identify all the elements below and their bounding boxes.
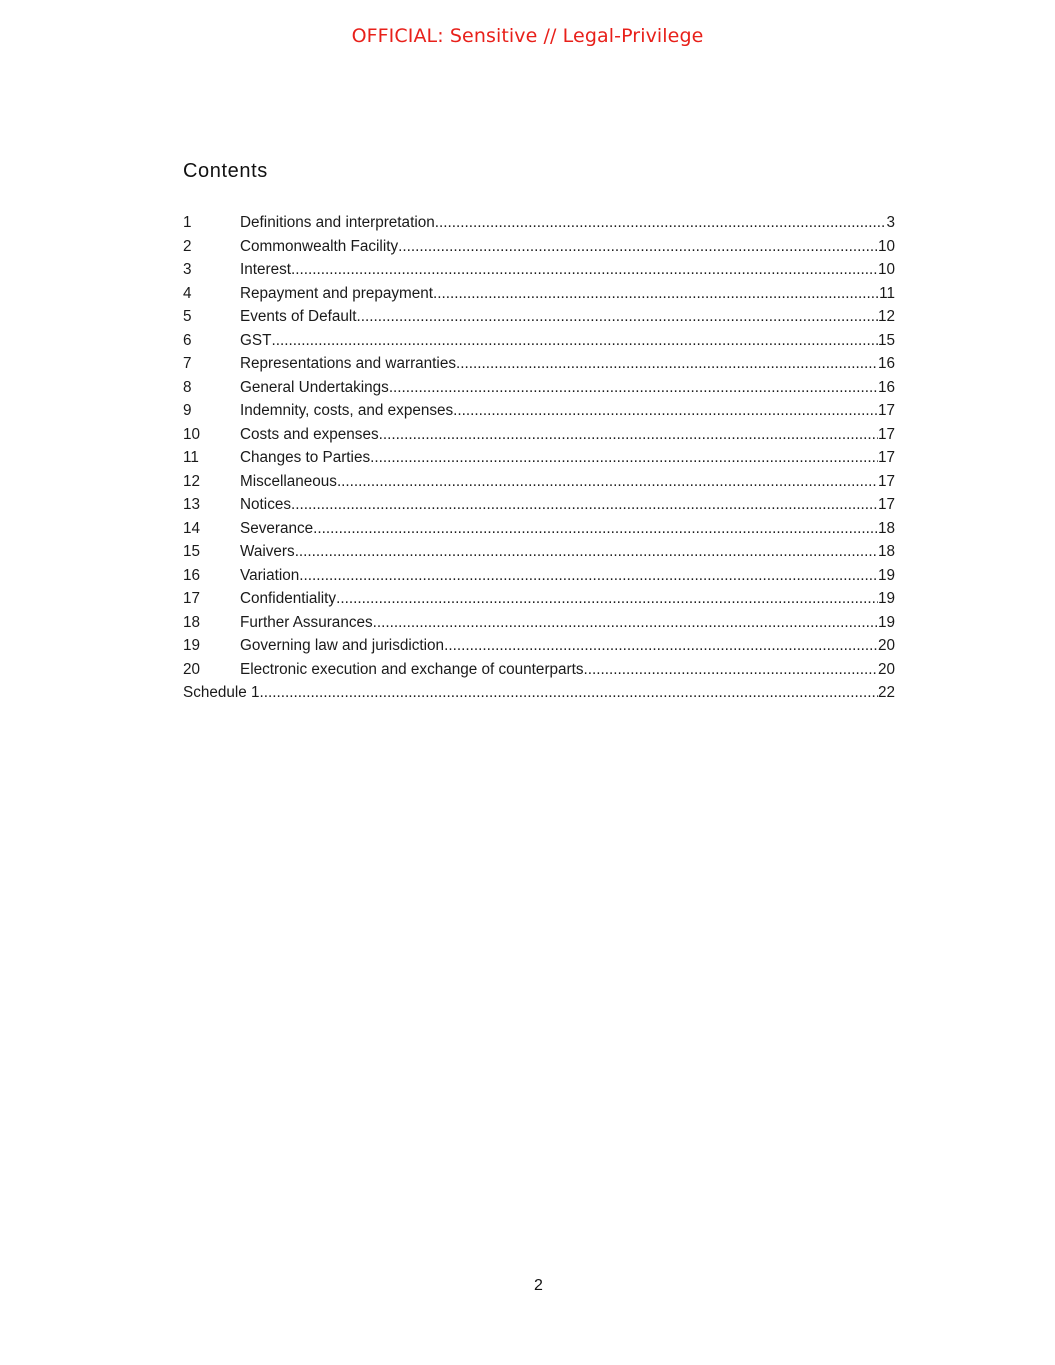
toc-entry-page: 19 [877,590,895,607]
toc-entry-title: Interest [240,261,292,278]
toc-entry-page: 17 [877,449,895,466]
toc-entry-page: 20 [877,637,895,654]
toc-entry-title: Governing law and jurisdiction [240,637,445,654]
toc-dot-leader [295,540,878,564]
toc-entry-number: 6 [183,331,192,349]
toc-entry-title: Events of Default [240,308,357,325]
toc-entry[interactable] [183,634,895,658]
toc-entry-number: 10 [183,425,201,443]
toc-entry-number: 11 [183,449,199,466]
toc-entry-number: 3 [183,261,192,278]
toc-entry[interactable] [183,376,895,400]
toc-dot-leader [291,258,878,282]
toc-entry-number: 8 [183,378,192,396]
toc-entry-title: Commonwealth Facility [240,237,399,255]
toc-entry[interactable] [183,658,895,682]
toc-dot-leader [398,235,878,259]
toc-dot-leader [271,329,878,353]
table-of-contents [183,211,895,705]
toc-entry-page: 10 [877,237,895,255]
toc-entry-number: 14 [183,519,201,537]
toc-entry-page: 12 [877,308,895,325]
toc-entry-page: 20 [877,660,895,678]
toc-entry-page: 16 [877,355,895,372]
toc-entry-page: 11 [879,284,895,302]
toc-entry-page: 18 [877,543,895,560]
toc-entry-number: 7 [183,355,192,372]
toc-entry-page: 17 [877,496,895,513]
toc-entry-number: 18 [183,613,201,631]
toc-entry[interactable] [183,587,895,611]
contents-heading: Contents [183,160,268,182]
toc-entry-number: 19 [183,637,201,654]
toc-entry-title: Representations and warranties [240,355,456,372]
toc-entry[interactable] [183,352,895,376]
toc-entry-title: Confidentiality [240,590,337,607]
toc-dot-leader [373,611,878,635]
page-number: 2 [534,1277,543,1294]
toc-dot-leader [379,423,878,447]
toc-entry[interactable] [183,564,895,588]
toc-entry-title: Indemnity, costs, and expenses [240,402,454,419]
toc-entry-title: Changes to Parties [240,449,371,466]
toc-schedule-entry[interactable] [183,681,895,705]
toc-entry-number: 20 [183,660,201,678]
toc-schedule-page: 22 [877,684,895,701]
toc-entry-number: 1 [183,214,192,231]
toc-dot-leader [389,376,878,400]
toc-dot-leader [313,517,878,541]
toc-entry[interactable] [183,305,895,329]
toc-dot-leader [435,211,887,235]
toc-entry[interactable] [183,235,895,259]
toc-entry-title: Further Assurances [240,613,373,631]
toc-entry-title: Costs and expenses [240,425,379,443]
toc-dot-leader [453,399,878,423]
toc-entry-page: 17 [877,425,895,443]
toc-entry-number: 4 [183,284,192,302]
toc-dot-leader [357,305,878,329]
toc-entry[interactable] [183,611,895,635]
toc-entry-number: 2 [183,237,192,255]
toc-dot-leader [291,493,878,517]
toc-entry[interactable] [183,517,895,541]
toc-entry-title: Waivers [240,543,295,560]
toc-dot-leader [337,470,878,494]
toc-entry[interactable] [183,282,895,306]
toc-entry-page: 19 [877,613,895,631]
toc-entry-page: 17 [877,402,895,419]
toc-entry-page: 17 [877,472,895,490]
toc-entry-number: 17 [183,590,201,607]
toc-entry-page: 18 [877,519,895,537]
toc-entry-title: Repayment and prepayment [240,284,434,302]
toc-entry-number: 16 [183,566,201,584]
toc-entry-page: 3 [886,214,895,231]
toc-entry-page: 19 [877,566,895,584]
toc-entry-number: 12 [183,472,201,490]
toc-entry[interactable] [183,211,895,235]
toc-entry[interactable] [183,470,895,494]
toc-entry-number: 9 [183,402,192,419]
toc-entry-title: Severance [240,519,314,537]
toc-entry-title: Electronic execution and exchange of counterparts [240,660,584,678]
toc-dot-leader [299,564,878,588]
toc-entry[interactable] [183,493,895,517]
toc-entry-title: Definitions and interpretation [240,214,435,231]
toc-entry[interactable] [183,258,895,282]
toc-entry[interactable] [183,399,895,423]
classification-header: OFFICIAL: Sensitive // Legal-Privilege [351,25,704,47]
toc-entry[interactable] [183,446,895,470]
toc-dot-leader [433,282,879,306]
toc-dot-leader [584,658,878,682]
toc-dot-leader [336,587,878,611]
toc-entry-number: 13 [183,496,201,513]
toc-entry-page: 15 [877,331,895,349]
toc-dot-leader [456,352,878,376]
toc-dot-leader [370,446,878,470]
toc-entry-page: 16 [877,378,895,396]
toc-entry-page: 10 [877,261,895,278]
toc-dot-leader [260,681,878,705]
toc-entry-number: 15 [183,543,201,560]
toc-entry-title: Notices [240,496,292,513]
toc-entry-title: GST [240,331,272,349]
toc-entry[interactable] [183,540,895,564]
toc-entry[interactable] [183,329,895,353]
toc-entry-title: General Undertakings [240,378,389,396]
toc-entry-title: Variation [240,566,300,584]
toc-entry-title: Miscellaneous [240,472,337,490]
toc-schedule-title: Schedule 1 [183,684,260,701]
toc-dot-leader [444,634,878,658]
toc-entry[interactable] [183,423,895,447]
toc-entry-number: 5 [183,308,192,325]
